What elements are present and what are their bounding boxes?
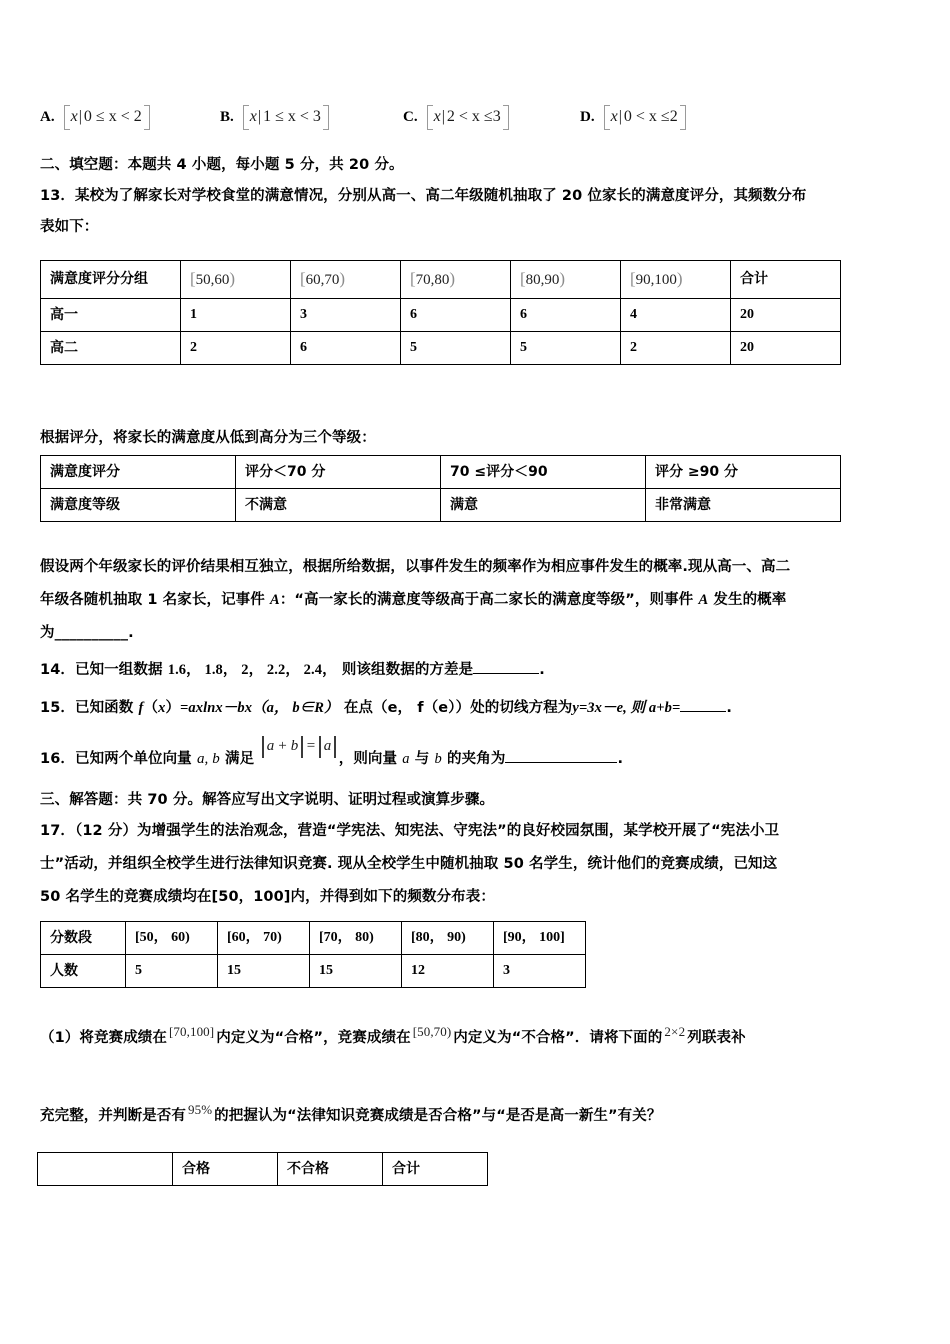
t3-count-2: 15	[310, 955, 402, 988]
q16-answer-blank[interactable]	[505, 762, 617, 763]
q17-confidence-level: 95%	[188, 1102, 213, 1118]
t2-grade-2: 非常满意	[646, 489, 841, 522]
q14-answer-blank[interactable]	[473, 673, 539, 674]
t1-grade1-v3: 6	[511, 298, 621, 331]
q13-body-2a: 年级各随机抽取 1 名家长，记事件	[40, 592, 271, 608]
q16-tail: 的夹角为	[441, 751, 506, 767]
q17-fail-interval: [50,70)	[412, 1024, 452, 1040]
abs-bar-left	[262, 736, 263, 758]
choice-c-var: x	[433, 107, 441, 125]
section-three-heading: 三、解答题：共 70 分。解答应写出文字说明、证明过程或演算步骤。	[40, 792, 495, 808]
t1-grade2-v4: 2	[621, 331, 731, 364]
q15-f: f	[138, 700, 144, 716]
choice-d-expr: 0 < x ≤2	[623, 107, 678, 125]
q15-p2: ）	[165, 700, 181, 716]
t1-bin-0: [50,60)	[181, 261, 291, 299]
q13-body-2c: 发生的概率	[708, 592, 787, 608]
t1-grade1-v2: 6	[401, 298, 511, 331]
choice-d-sep: |	[618, 107, 622, 125]
t2-range-0: 评分＜70 分	[236, 456, 441, 489]
q15-args: （a， b∈R）	[252, 700, 339, 716]
q13-event-var-2: A	[698, 592, 709, 608]
table-row	[41, 489, 841, 522]
choice-label-b: B.	[220, 108, 234, 125]
choice-set-b	[243, 107, 329, 128]
t1-grade2-v3: 5	[511, 331, 621, 364]
q15-x: x	[158, 700, 166, 716]
t3-count-3: 12	[402, 955, 494, 988]
q17-contingency-size: 2×2	[664, 1024, 686, 1040]
q13-event-var-1: A	[270, 592, 280, 608]
t1-bin-1: [60,70)	[291, 261, 401, 299]
t1-grade2-v2: 5	[401, 331, 511, 364]
table-row	[41, 955, 586, 988]
choice-b-sep: |	[257, 107, 262, 125]
t2-range-2: 评分 ≥90 分	[646, 456, 841, 489]
q15-answer-blank[interactable]	[680, 711, 726, 712]
q16-mid: 满足	[219, 751, 260, 767]
abs-bar-right	[334, 736, 335, 758]
satisfaction-frequency-table	[40, 260, 841, 365]
t3-count-0: 5	[126, 955, 218, 988]
contingency-table	[37, 1152, 488, 1186]
q17-line-2: 士”活动，并组织全校学生进行法律知识竞赛. 现从全校学生中随机抽取 50 名学生，统计他们的竞赛成绩，已知这	[40, 856, 778, 872]
abs-bar-mid-2	[319, 736, 320, 758]
t1-grade2-name: 高二	[41, 331, 181, 364]
q17-sub1-a: （1）将竞赛成绩在	[40, 1030, 167, 1046]
contingency-header-total: 合计	[383, 1153, 488, 1186]
q13-line-2: 表如下：	[40, 219, 99, 235]
choice-set-c	[427, 107, 509, 128]
choice-set-d	[604, 107, 686, 128]
satisfaction-grade-table	[40, 455, 841, 522]
q17-sub1-line-1	[40, 1024, 940, 1049]
q17-pass-interval: [70,100]	[169, 1024, 215, 1040]
choice-a-var: x	[70, 107, 78, 125]
q13-body-line-2	[40, 590, 935, 611]
q17-sub1-line-2	[40, 1102, 940, 1127]
t1-grade1-v1: 3	[291, 298, 401, 331]
q17-sub1-c: 内定义为“不合格”．请将下面的	[453, 1030, 663, 1046]
contingency-corner-cell	[38, 1153, 173, 1186]
q14-prefix: 14．已知一组数据	[40, 662, 168, 678]
q15-line	[40, 698, 935, 719]
t2-row1-header: 满意度评分	[41, 456, 236, 489]
t3-header-label: 分数段	[41, 922, 126, 955]
q16-vector-a: a	[402, 751, 410, 767]
t3-count-4: 3	[494, 955, 586, 988]
t2-range-1: 70 ≤评分＜90	[441, 456, 646, 489]
q15-end: .	[726, 700, 732, 716]
q16-vectors: a, b	[196, 751, 220, 767]
q16-suffix: ，则向量	[338, 751, 403, 767]
q13-grade-intro: 根据评分，将家长的满意度从低到高分为三个等级：	[40, 430, 376, 446]
q17-sub2-a: 充完整，并判断是否有	[40, 1108, 186, 1124]
table-row	[41, 456, 841, 489]
choice-option-c[interactable]	[403, 96, 509, 138]
choice-options-row	[40, 96, 920, 138]
t3-count-label: 人数	[41, 955, 126, 988]
table-row	[41, 331, 841, 364]
q13-line-1: 13．某校为了解家长对学校食堂的满意情况，分别从高一、高二年级随机抽取了 20 位家长的满意度评分，其频数分布	[40, 188, 807, 204]
contingency-header-pass: 合格	[173, 1153, 278, 1186]
t2-grade-0: 不满意	[236, 489, 441, 522]
q14-line	[40, 660, 935, 681]
choice-option-a[interactable]	[40, 96, 150, 138]
q15-mid: 在点（e， f（e））处的切线方程为	[338, 700, 573, 716]
t1-bin-4: [90,100)	[621, 261, 731, 299]
t3-bin-0: [50， 60)	[126, 922, 218, 955]
t1-grade2-v1: 6	[291, 331, 401, 364]
q17-line-3: 50 名学生的竞赛成绩均在[50，100]内，并得到如下的频数分布表：	[40, 889, 495, 905]
t1-grade1-total: 20	[731, 298, 841, 331]
t1-bin-3: [80,90)	[511, 261, 621, 299]
q15-prefix: 15．已知函数	[40, 700, 139, 716]
t1-grade1-v4: 4	[621, 298, 731, 331]
section-two-heading: 二、填空题：本题共 4 小题，每小题 5 分，共 20 分。	[40, 157, 404, 173]
choice-a-sep: |	[78, 107, 82, 125]
t3-bin-1: [60， 70)	[218, 922, 310, 955]
t1-grade2-v0: 2	[181, 331, 291, 364]
t3-bin-4: [90， 100]	[494, 922, 586, 955]
q16-formula: a + b = a	[259, 736, 338, 758]
q15-equation: =axlnx－bx	[180, 700, 253, 716]
q14-end: .	[539, 662, 545, 678]
q15-tangent-equation: y=3x－e,	[572, 700, 627, 716]
q17-sub1-b: 内定义为“合格”，竞赛成绩在	[216, 1030, 411, 1046]
t2-grade-1: 满意	[441, 489, 646, 522]
t1-bin-2: [70,80)	[401, 261, 511, 299]
q13-body-line-1: 假设两个年级家长的评价结果相互独立，根据所给数据，以事件发生的频率作为相应事件发生的概率.现从高一、高二	[40, 559, 791, 575]
table-row	[38, 1153, 488, 1186]
contest-score-frequency-table	[40, 921, 586, 988]
table-row	[41, 922, 586, 955]
q14-suffix: 则该组数据的方差是	[336, 662, 474, 678]
t3-bin-2: [70， 80)	[310, 922, 402, 955]
t1-grade2-total: 20	[731, 331, 841, 364]
abs-bar-mid-1	[301, 736, 302, 758]
choice-c-sep: |	[441, 107, 445, 125]
q17-sub1-d: 列联表补	[687, 1030, 746, 1046]
t3-bin-3: [80， 90)	[402, 922, 494, 955]
q15-tail: 则 a+b=	[626, 700, 681, 716]
t1-row-header: 满意度评分分组	[41, 261, 181, 299]
t1-grade1-name: 高一	[41, 298, 181, 331]
choice-d-var: x	[610, 107, 618, 125]
q16-line	[40, 738, 935, 771]
t1-grade1-v0: 1	[181, 298, 291, 331]
q13-body-2b: ：“高一家长的满意度等级高于高二家长的满意度等级”，则事件	[279, 592, 699, 608]
q14-data: 1.6， 1.8， 2， 2.2， 2.4，	[167, 662, 337, 678]
q15-p1: （	[143, 700, 159, 716]
q17-sub2-b: 的把握认为“法律知识竞赛成绩是否合格”与“是否是高一新生”有关？	[214, 1108, 662, 1124]
choice-label-d: D.	[580, 108, 595, 125]
choice-label-a: A.	[40, 108, 55, 125]
choice-label-c: C.	[403, 108, 418, 125]
choice-c-expr: 2 < x ≤3	[446, 107, 501, 125]
choice-b-var: x	[249, 107, 257, 125]
t3-count-1: 15	[218, 955, 310, 988]
choice-set-a	[64, 107, 150, 128]
table-row	[41, 298, 841, 331]
contingency-header-fail: 不合格	[278, 1153, 383, 1186]
q16-with: 与	[409, 751, 435, 767]
table-row	[41, 261, 841, 299]
t1-total-header: 合计	[731, 261, 841, 299]
choice-option-d[interactable]	[580, 96, 686, 138]
t2-row2-header: 满意度等级	[41, 489, 236, 522]
q16-vector-b: b	[434, 751, 442, 767]
q16-end: .	[617, 751, 624, 767]
choice-a-expr: 0 ≤ x < 2	[83, 107, 142, 125]
q13-body-line-3: 为__________.	[40, 625, 134, 641]
q17-line-1: 17．（12 分）为增强学生的法治观念，营造“学宪法、知宪法、守宪法”的良好校园氛围，某学校开展了“宪法小卫	[40, 823, 780, 839]
choice-b-expr: 1 ≤ x < 3	[263, 107, 321, 125]
q16-prefix: 16．已知两个单位向量	[40, 751, 197, 767]
choice-option-b[interactable]	[220, 96, 329, 138]
